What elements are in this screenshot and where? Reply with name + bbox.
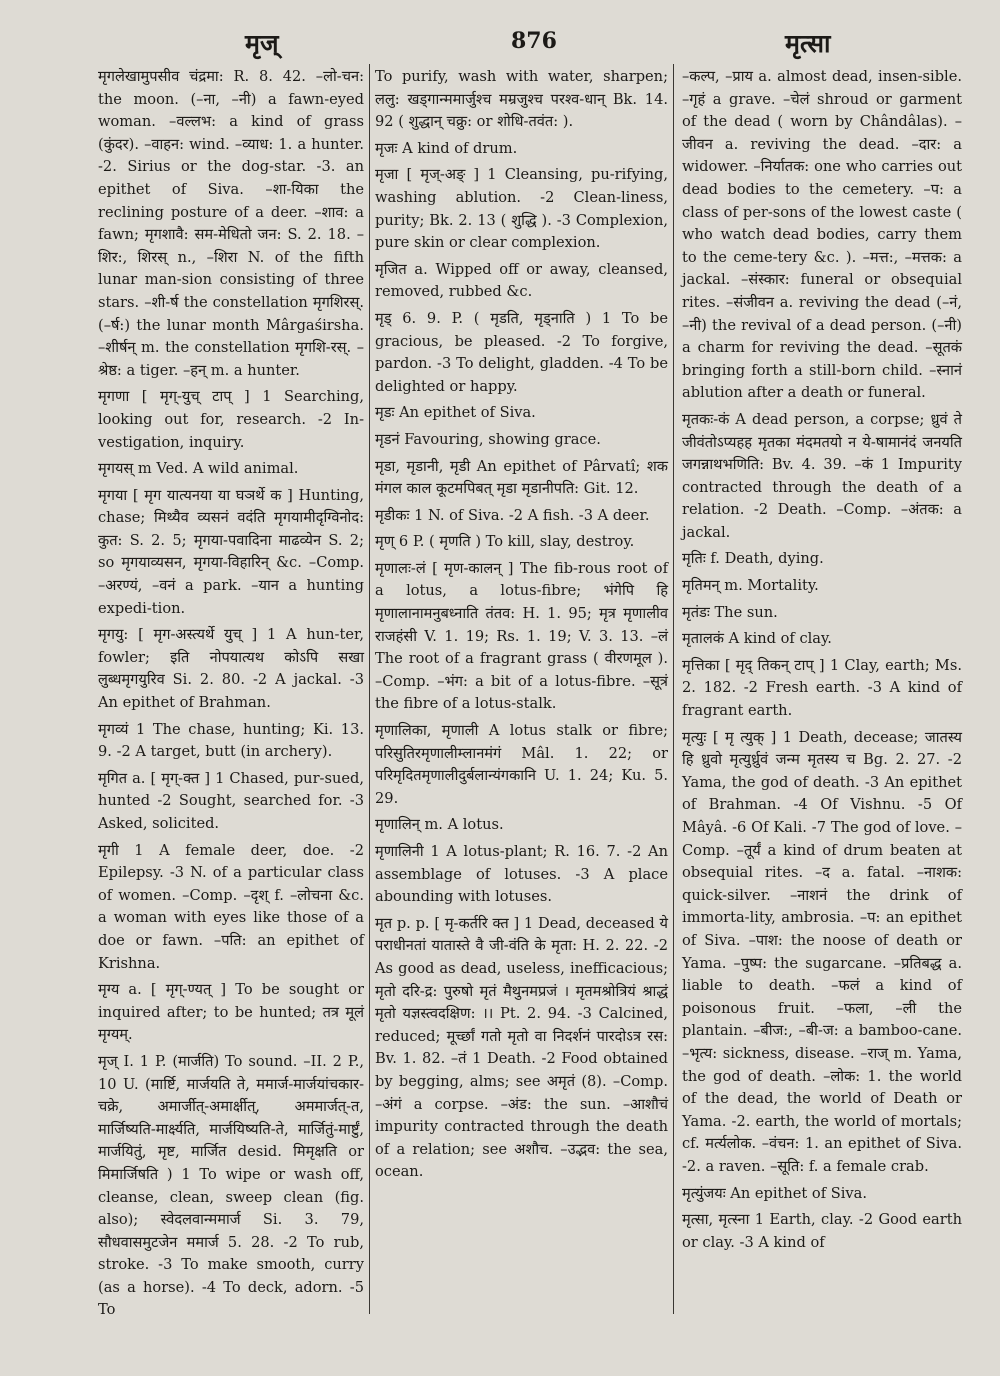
dictionary-entry: मृतिमन् m. Mortality.	[682, 577, 819, 595]
dictionary-entry: मृग्य a. [ मृग्-ण्यत् ] To be sought or inquired after; to be hunted; तत्र मूलं मृग्यम्.	[98, 981, 364, 1044]
dictionary-entry: मृड् 6. 9. P. ( मृडति, मृड्नाति ) 1 To be gracious, be pleased. -2 To forgive, pardon. -3 To delight, gladden. -4 To be delighted or happy.	[375, 309, 668, 395]
dictionary-entry: मृगित a. [ मृग्-क्त ] 1 Chased, pur-sued, hunted -2 Sought, searched for. -3 Asked, solicited.	[98, 769, 364, 832]
dictionary-entry: मृत्तिका [ मृद् तिकन् टाप् ] 1 Clay, earth; Ms. 2. 182. -2 Fresh earth. -3 A kind of fragrant earth.	[682, 656, 962, 720]
dictionary-entry: To purify, wash with water, sharpen; ललु: खड्गान्ममार्जुश्च मम्रजुश्च परश्व-धान् Bk. 14. 92 ( शुद्धान् चक्रु: or शोधि-तवंत: ).	[375, 68, 668, 131]
dictionary-entry: मृतंडः The sun.	[682, 603, 778, 621]
dictionary-entry: मृजित a. Wipped off or away, cleansed, removed, rubbed &c.	[375, 260, 668, 301]
dictionary-entry: मृगया [ मृग यात्यनया या घञर्थे क ] Hunting, chase; मिथ्यैव व्यसनं वदंति मृगयामीदृग्विनोद: कुत: S. 2. 5; मृगया-पवादिना माढव्येन S. 2; so मृगयाव्यसन, मृगया-विहारिन् &c. –Comp. –अरण्यं, –वनं a park. –यान a hunting expedi-tion.	[98, 486, 364, 617]
page-header	[95, 18, 950, 58]
dictionary-entry: मृण् 6 P. ( मृणति ) To kill, slay, destroy.	[375, 533, 635, 551]
page-number: 876	[511, 28, 557, 54]
dictionary-entry: मृणालिका, मृणाली A lotus stalk or fibre; परिसुतिरमृणालीम्लानमंगं Mâl. 1. 22; or परिमृदितमृणालीदुर्बलान्यंगकानि U. 1. 24; Ku. 5. 29.	[375, 722, 668, 807]
dictionary-entry: मृगी 1 A female deer, doe. -2 Epilepsy. -3 N. of a particular class of women. –Comp. –दृश् f. –लोचना &c. a woman with eyes like those of a doe or fawn. –पति: an epithet of Krishna.	[98, 841, 364, 972]
dictionary-entry: मृत्युंजयः An epithet of Siva.	[682, 1184, 868, 1202]
dictionary-entry: मृणालिनी 1 A lotus-plant; R. 16. 7. -2 An assemblage of lotuses. -3 A place abounding with lotuses.	[375, 843, 668, 906]
dictionary-entry: मृज् I. 1 P. (मार्जति) To sound. –II. 2 P., 10 U. (मार्ष्टि, मार्जयति ते, ममार्ज-मार्जयांचकार-चक्रे, अमार्जीत्-अमार्क्षीत्, अममार्जत्-त, मार्जिष्यति-मार्क्ष्यति, मार्जयिष्यति-ते, मार्जितुं-मार्ष्टुं, मार्जयितुं, मृष्ट, मार्जित desid. मिमृक्षति or मिमार्जिषति ) 1 To wipe or wash off, cleanse, clean, sweep clean (fig. also); स्वेदलवान्ममार्ज Si. 3. 79, सौधवासमुटजेन ममार्ज 5. 28. -2 To rub, stroke. -3 To make smooth, curry (as a horse). -4 To deck, adorn. -5 To	[98, 1052, 364, 1319]
dictionary-entry: मृतालकं A kind of clay.	[682, 630, 832, 648]
dictionary-entry: मृगणा [ मृग्-युच् टाप् ] 1 Searching, looking out for, research. -2 In-vestigation, inquiry.	[98, 388, 364, 451]
dictionary-entry: मृजा [ मृज्-अङ् ] 1 Cleansing, pu-rifying, washing ablution. -2 Clean-liness, purity; Bk. 2. 13 ( शुद्धि ). -3 Complexion, pure skin or clear complexion.	[375, 166, 668, 252]
column-divider	[673, 64, 674, 1314]
dictionary-entry: मृणालिन् m. A lotus.	[375, 816, 504, 834]
column-left	[98, 66, 364, 1326]
column-middle	[375, 66, 668, 1188]
right-running-headword: मृत्सा	[785, 29, 831, 58]
left-running-headword: मृज्	[245, 29, 279, 58]
dictionary-entry: मृत्सा, मृत्स्ना 1 Earth, clay. -2 Good earth or clay. -3 A kind of	[682, 1211, 962, 1251]
column-right	[682, 66, 962, 1258]
dictionary-entry: मृडीकः 1 N. of Siva. -2 A fish. -3 A deer.	[375, 506, 650, 524]
dictionary-entry: मृगयस् m Ved. A wild animal.	[98, 460, 299, 478]
dictionary-entry: मृजः A kind of drum.	[375, 139, 518, 157]
dictionary-entry: मृडः An epithet of Siva.	[375, 404, 536, 422]
dictionary-entry: मृगलेखामुपसीव चंद्रमा: R. 8. 42. –लो-चन: the moon. (–ना, –नी) a fawn-eyed woman. –वल्लभ: a kind of grass (कुंदर). –वाहन: wind. –व्याध: 1. a hunter. -2. Sirius or the dog-star. -3. an epithet of Siva. –शा-यिका the reclining posture of a deer. –शाव: a fawn; मृगशावै: सम-मेधितो जन: S. 2. 18. –शिर:, शिरस् n., –शिरा N. of the fifth lunar man-sion consisting of three stars. –शी-र्ष the constellation मृगशिरस्. (–र्ष:) the lunar month Mârgaśirsha. –शीर्षन् m. the constellation मृगशि-रस्. –श्रेष्ठ: a tiger. –हन् m. a hunter.	[98, 68, 364, 379]
column-divider	[369, 64, 370, 1314]
dictionary-entry: मृत्युः [ मृ त्युक् ] 1 Death, decease; जातस्य हि ध्रुवो मृत्युर्ध्रुवं जन्म मृतस्य च Bg. 2. 27. -2 Yama, the god of death. -3 An epithet of Brahman. -4 Of Vishnu. -5 Of Mâyâ. -6 Of Kali. -7 The god of love. –Comp. –तूर्यं a kind of drum beaten at obsequial rites. –द a. fatal. –नाशक: quick-silver. –नाशनं the drink of immorta-lity, ambrosia. –प: an epithet of Siva. –पाश: the noose of death or Yama. –पुष्प: the sugarcane. –प्रतिबद्ध a. liable to death. –फलं a kind of poisonous fruit. –फला, –ली the plantain. –बीज:, –बी-ज: a bamboo-cane. –भृत्य: sickness, disease. –राज् m. Yama, the god of death. –लोक: 1. the world of the dead, the world of Death or Yama. -2. earth, the world of mortals; cf. मर्त्यलोक. –वंचन: 1. an epithet of Siva. -2. a raven. –सूति: f. a female crab.	[682, 728, 962, 1175]
dictionary-entry: मृतकः-कं A dead person, a corpse; ध्रुवं ते जीवंतोऽप्यहह मृतका मंदमतयो न ये-षामानंदं जनयति जगन्नाथभणिति: Bv. 4. 39. –कं 1 Impurity contracted through the death of a relation. -2 Death. –Comp. –अंतक: a jackal.	[682, 410, 962, 541]
dictionary-entry: मृणालः-लं [ मृण-कालन् ] The fib-rous root of a lotus, a lotus-fibre; भंगेपि हि मृणालानामनुबध्नाति तंतव: H. 1. 95; मृत्र मृणालीव राजहंसी V. 1. 19; Rs. 1. 19; V. 3. 13. –लं The root of a fragrant grass ( वीरणमूल ). –Comp. –भंग: a bit of a lotus-fibre. –सूत्रं the fibre of a lotus-stalk.	[375, 559, 668, 713]
dictionary-entry: मृडनं Favouring, showing grace.	[375, 430, 601, 448]
dictionary-entry: मृडा, मृडानी, मृडी An epithet of Pârvatî; शक मंगल काल कूटमपिबत् मृडा मृडानीपति: Git. 12.	[375, 457, 668, 498]
dictionary-entry: –कल्प, –प्राय a. almost dead, insen-sible. –गृहं a grave. –चेलं shroud or garment of the dead ( worn by Chândâlas). –जीवन a. reviving the dead. –दार: a widower. –निर्यातक: one who carries out dead bodies to the cemetery. –प: a class of per-sons of the lowest caste ( who watch dead bodies, carry them to the ceme-tery &c. ). –मत्त:, –मत्तक: a jackal. –संस्कार: funeral or obsequial rites. –संजीवन a. reviving the dead (–नं, –नी) the revival of a dead person. (–नी) a charm for reviving the dead. –सूतकं bringing forth a still-born child. –स्नानं ablution after a death or funeral.	[682, 68, 962, 402]
dictionary-entry: मृत p. p. [ मृ-कर्तरि क्त ] 1 Dead, deceased ये पराधीनतां यातास्ते वै जी-वंति के मृता: H. 2. 22. -2 As good as dead, useless, inefficacious; मृतो दरि-द्र: पुरुषो मृतं मैथुनमप्रजं । मृतमश्रोत्रियं श्राद्धं मृतो यज्ञस्त्वदक्षिण: ।। Pt. 2. 94. -3 Calcined, reduced; मूर्च्छां गतो मृतो वा निदर्शनं पारदोऽत्र रस: Bv. 1. 82. –तं 1 Death. -2 Food obtained by begging, alms; see अमृतं (8). –Comp. –अंगं a corpse. –अंड: the sun. –आशौचं impurity contracted through the death of a relation; see अशौच. –उद्भव: the sea, ocean.	[375, 914, 668, 1181]
dictionary-entry: मृतिः f. Death, dying.	[682, 550, 824, 568]
dictionary-entry: मृगयु: [ मृग-अस्त्यर्थे युच् ] 1 A hun-ter, fowler; इति नोपयात्यथ कोऽपि सखा लुब्धमृगयुरिव Si. 2. 80. -2 A jackal. -3 An epithet of Brahman.	[98, 626, 364, 712]
dictionary-entry: मृगव्यं 1 The chase, hunting; Ki. 13. 9. -2 A target, butt (in archery).	[98, 720, 364, 761]
